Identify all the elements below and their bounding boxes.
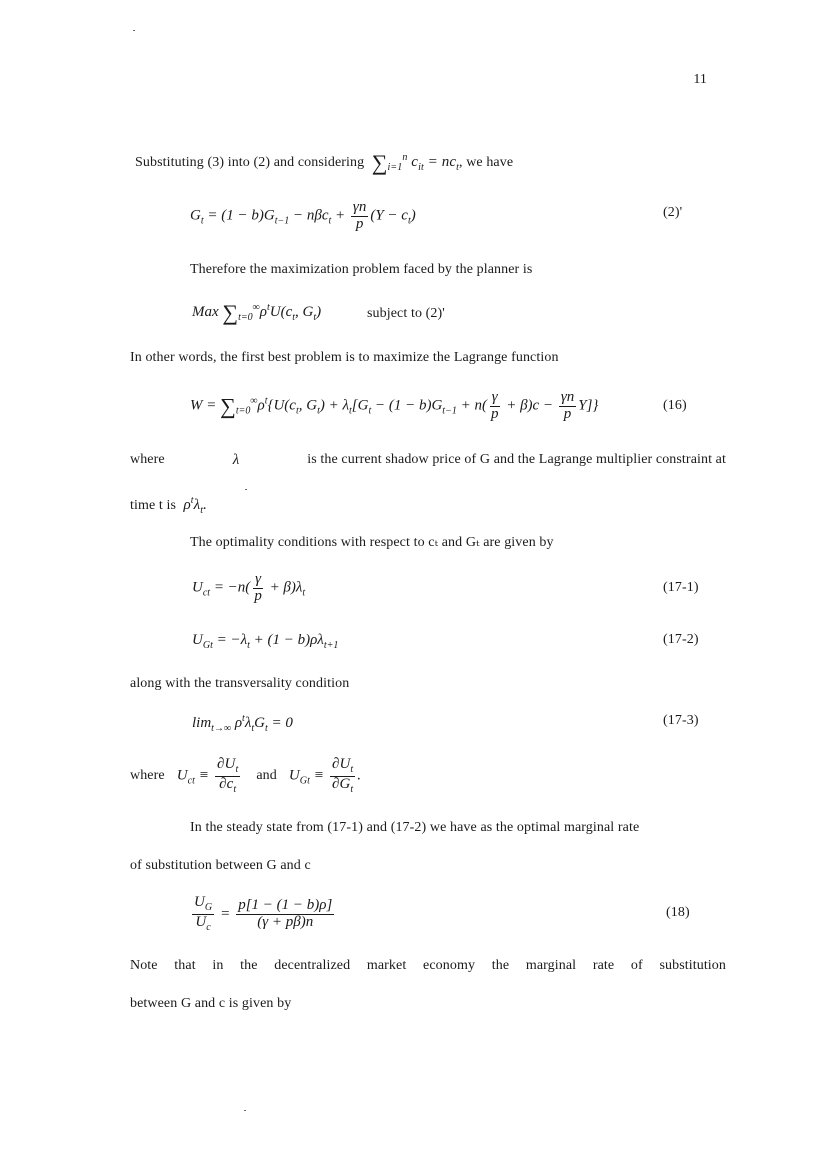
max-problem: Max $\sum_{t=0}^\infty\rho^tU(c_t$, $G_t$) [192,300,322,325]
subject-to-text: subject to (2)' [367,306,445,321]
paragraph-therefore: Therefore the maximization problem faced by the planner is [190,262,533,277]
scan-speck [245,489,247,490]
where-word: where [130,452,165,467]
partial-definitions [130,757,361,795]
substituting-text: Substituting (3) into (2) and considering [135,155,365,170]
and-word: and [256,768,277,783]
where-lambda-rest: is the current shadow price of G and the Lagrange multiplier constraint at [307,452,726,467]
ugt-definition: $U_{Gt}$ ≡ $\frac{\partial U_t}{\partial G_t}$ . [288,756,362,795]
equation-17-1-label: (17-1) [663,580,699,595]
we-have-text: , we have [459,155,514,170]
paragraph-steady-2: of substitution between G and c [130,858,311,873]
equation-17-2: $U_{Gt} = -\lambda_t + (1 - b)\rho\lambda_{t+1}$ [192,632,339,651]
rho-lambda: $\rho^t\lambda_t$. [179,495,208,516]
paragraph-other-words: In other words, the first best problem is to maximize the Lagrange function [130,350,559,365]
paragraph-along: along with the transversality condition [130,676,350,691]
lambda-symbol: λ [232,452,240,468]
equation-18: $\frac{U_G}{U_c}$ = $\frac{p[1 - (1 - b)\rho]}{(\gamma + p\beta)n}$ [194,894,333,933]
paragraph-steady-1: In the steady state from (17-1) and (17-2) we have as the optimal marginal rate [190,820,640,835]
where2-word: where [130,768,165,783]
equation-18-label: (18) [666,905,690,920]
paragraph-optimality: The optimality conditions with respect to cₜ and Gₜ are given by [190,535,554,550]
paragraph-time [130,495,207,516]
scan-speck [133,30,135,31]
uct-definition: $U_{ct}$ ≡ $\frac{\partial U_t}{\partial c_t}$ [176,756,239,795]
paragraph-where-lambda [130,452,726,469]
equation-2-prime-label: (2)' [663,205,683,220]
paragraph-note-1: Note that in the decentralized market economy the marginal rate of substitution [130,958,726,973]
equation-17-3-label: (17-3) [663,713,699,728]
page-number: 11 [693,72,707,87]
equation-16-label: (16) [663,398,687,413]
equation-17-3: $\lim_{t\to\infty} \rho^t\lambda_tG_t = 0$ [192,713,293,734]
equation-2-prime: $G_t = (1 - b)G_{t-1} - n\beta c_t$ + $\frac{\gamma n}{p}$ $(Y - c_t)$ [190,199,416,232]
sum-expression: $\sum_{i=1}^n$ $c_{it} = nc_t$ [371,150,459,175]
equation-17-2-label: (17-2) [663,632,699,647]
paragraph-substituting [135,150,513,176]
scan-speck [244,1110,246,1111]
equation-17-1: $U_{ct} = -n$( $\frac{\gamma}{p}$ + $\beta)\lambda_t$ [192,571,306,604]
equation-16: $W = \sum_{t=0}^\infty\rho^t\{U(c_t$, $G_t) + \lambda_t[G_t - (1 - b)G_{t-1} + n$( $\frac{\gamma}{p}$ + β)c − $\frac{\gamma n}{p}$ Y]} [190,389,599,422]
time-text: time t is [130,498,177,513]
paragraph-note-2: between G and c is given by [130,996,292,1011]
